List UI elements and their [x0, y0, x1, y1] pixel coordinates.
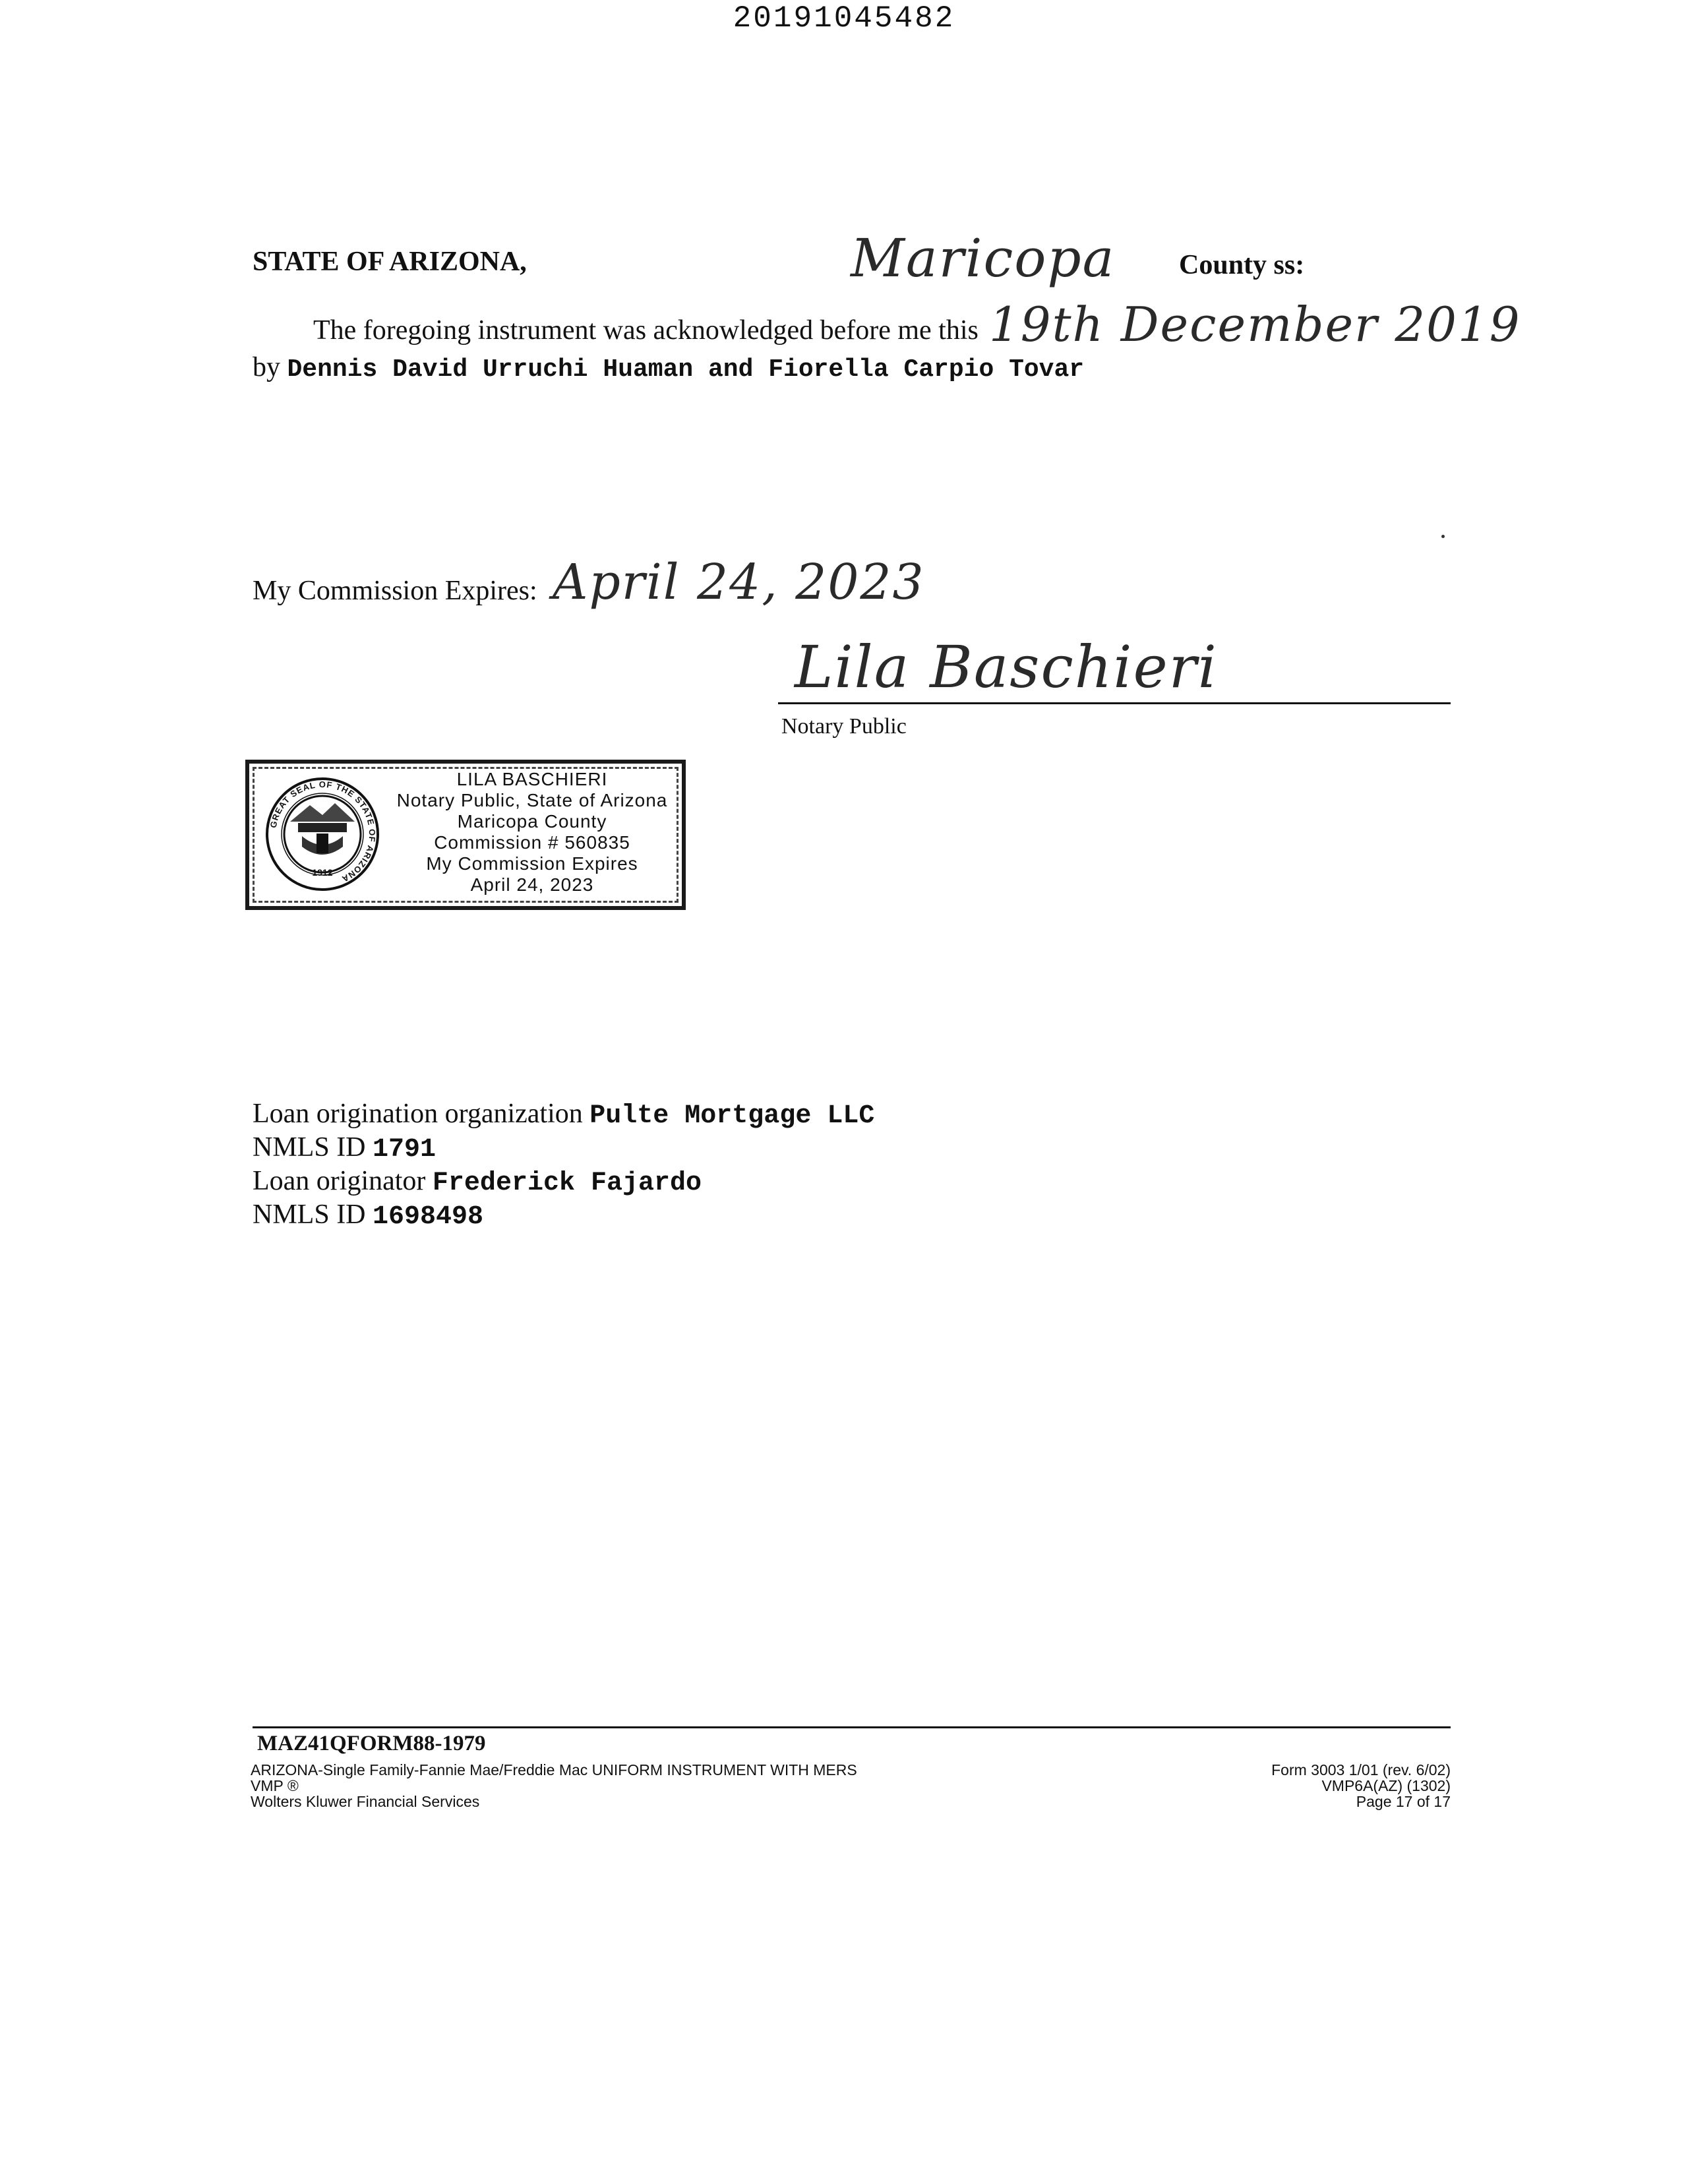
notary-stamp [245, 760, 686, 910]
org-nmls-row [253, 1132, 436, 1165]
state-label: STATE OF ARIZONA, [253, 247, 527, 277]
commission-expires-handwritten: April 24, 2023 [553, 554, 925, 611]
originator-nmls-value: 1698498 [373, 1202, 484, 1232]
loan-org-value: Pulte Mortgage LLC [589, 1101, 875, 1131]
notary-public-label: Notary Public [781, 714, 907, 739]
stamp-name: LILA BASCHIERI [456, 769, 608, 789]
loan-originator-value: Frederick Fajardo [432, 1168, 702, 1198]
stamp-text [380, 769, 684, 895]
scan-speck [1441, 535, 1445, 538]
signers-names: Dennis David Urruchi Huaman and Fiorella Carpio Tovar [287, 355, 1085, 384]
notary-signature: Lila Baschieri [795, 633, 1218, 701]
stamp-line-2: Notary Public, State of Arizona [396, 790, 668, 810]
originator-nmls-label: NMLS ID [253, 1199, 366, 1230]
acknowledgment-text: The foregoing instrument was acknowledged before me this [313, 315, 979, 346]
loan-org-row [253, 1098, 874, 1131]
county-label: County ss: [1179, 250, 1305, 280]
arizona-seal-icon [264, 775, 381, 893]
footer-form-title: ARIZONA-Single Family-Fannie Mae/Freddie Mac UNIFORM INSTRUMENT WITH MERS [251, 1761, 857, 1778]
signature-line [778, 702, 1451, 704]
county-handwritten: Maricopa [851, 228, 1116, 289]
stamp-line-4: Commission # 560835 [434, 832, 630, 853]
footer-vmp: VMP ® [251, 1777, 299, 1794]
signers-line [253, 351, 1084, 384]
footer-publisher: Wolters Kluwer Financial Services [251, 1793, 480, 1810]
footer-form-number: Form 3003 1/01 (rev. 6/02) [1271, 1761, 1451, 1778]
originator-nmls-row [253, 1199, 483, 1232]
footer-divider [253, 1726, 1451, 1728]
footer-left [251, 1762, 857, 1809]
seal-ring-text: GREAT SEAL OF THE STATE OF ARIZONA [268, 779, 378, 885]
commission-expires-label: My Commission Expires: [253, 576, 537, 606]
footer-form-code: MAZ41QFORM88-1979 [257, 1732, 486, 1755]
loan-originator-label: Loan originator [253, 1166, 426, 1196]
footer-right [1154, 1762, 1451, 1809]
footer-page-number: Page 17 of 17 [1356, 1793, 1451, 1810]
org-nmls-label: NMLS ID [253, 1132, 366, 1163]
loan-originator-row [253, 1165, 702, 1198]
stamp-line-6: April 24, 2023 [470, 874, 594, 895]
loan-org-label: Loan origination organization [253, 1099, 583, 1129]
acknowledgment-date-handwritten: 19th December 2019 [989, 297, 1521, 352]
org-nmls-value: 1791 [373, 1135, 437, 1165]
seal-year: 1912 [312, 867, 333, 878]
stamp-line-3: Maricopa County [457, 811, 607, 832]
by-label: by [253, 352, 280, 382]
stamp-line-5: My Commission Expires [426, 853, 638, 874]
footer-vmp-code: VMP6A(AZ) (1302) [1321, 1777, 1451, 1794]
document-number: 20191045482 [733, 1, 955, 36]
